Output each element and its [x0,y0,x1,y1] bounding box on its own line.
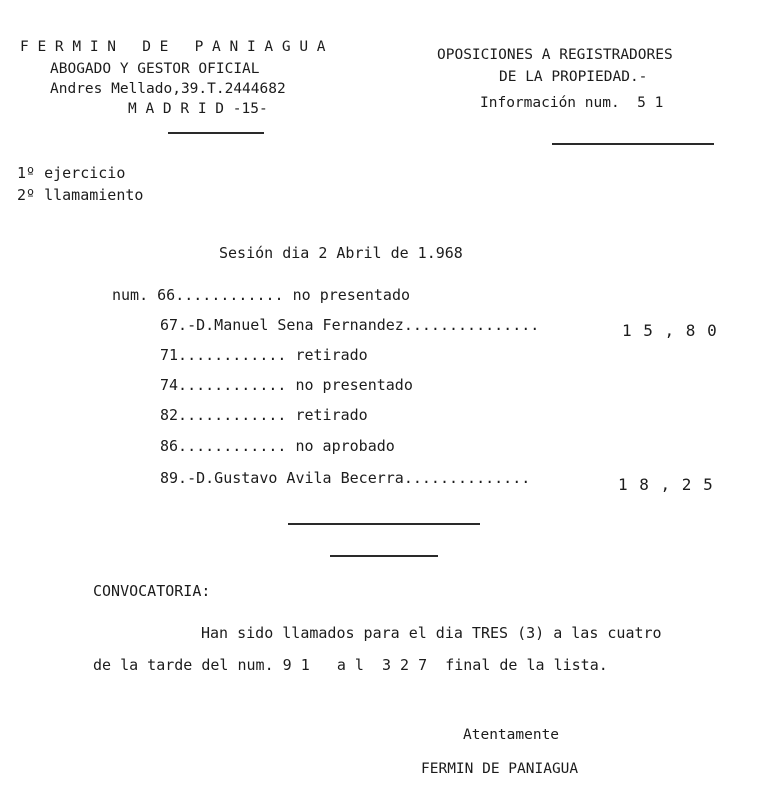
letterhead-underline [168,132,264,134]
result-row: 74............ no presentado [160,376,413,394]
session-heading: Sesión dia 2 Abril de 1.968 [219,244,463,262]
header-underline [552,143,714,145]
letterhead-address: Andres Mellado,39.T.2444682 [50,81,286,97]
convocatoria-line-1: Han sido llamados para el dia TRES (3) a las cuatro [201,624,662,642]
result-row: 89.-D.Gustavo Avila Becerra.............. [160,469,531,487]
result-row: 71............ retirado [160,346,368,364]
letterhead-city: M A D R I D -15- [128,101,268,117]
exercise-line-2: 2º llamamiento [17,186,144,204]
result-score: 1 5 , 8 0 [622,321,718,340]
information-number: Información num. 5 1 [480,95,664,111]
header-title: OPOSICIONES A REGISTRADORES [437,47,673,63]
letterhead-name: F E R M I N D E P A N I A G U A [20,39,326,55]
separator-rule-1 [288,523,480,525]
closing-salutation: Atentamente [463,727,560,743]
letterhead-title: ABOGADO Y GESTOR OFICIAL [50,61,260,77]
closing-signature: FERMIN DE PANIAGUA [421,761,579,777]
result-score: 1 8 , 2 5 [618,475,714,494]
separator-rule-2 [330,555,438,557]
result-row: num. 66............ no presentado [112,286,411,304]
result-row: 86............ no aprobado [160,437,395,455]
exercise-line-1: 1º ejercicio [17,164,126,182]
header-subtitle: DE LA PROPIEDAD.- [499,69,648,85]
convocatoria-line-2: de la tarde del num. 9 1 a l 3 2 7 final de la lista. [93,656,608,674]
convocatoria-heading: CONVOCATORIA: [93,582,211,600]
result-row: 67.-D.Manuel Sena Fernandez............... [160,316,540,334]
result-row: 82............ retirado [160,406,368,424]
